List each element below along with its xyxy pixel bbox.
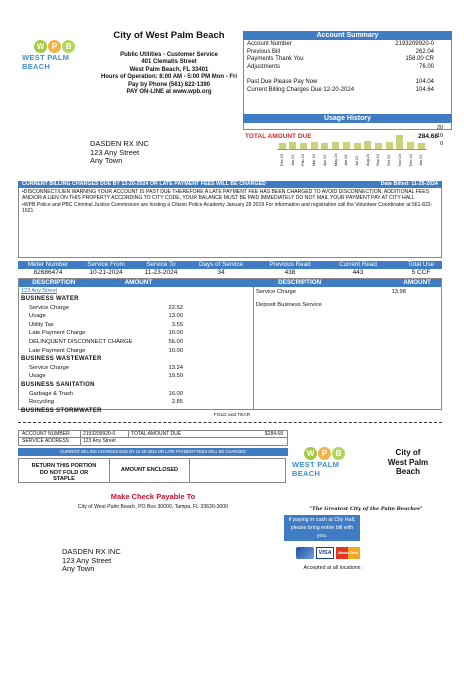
- usage-chart: [277, 126, 427, 150]
- usage-bar: [396, 135, 403, 149]
- usage-month-label: Jun 24: [344, 154, 349, 166]
- charge-section-title: BUSINESS STORMWATER: [21, 407, 102, 414]
- usage-month-label: Jan 24: [419, 154, 424, 166]
- usage-bar: [289, 142, 296, 149]
- stub-row-1: ACCOUNT NUMBER 2193209920-0 TOTAL AMOUNT DUE $284.68: [18, 430, 288, 438]
- notice-text: •WPB Police and PBC Criminal Justice Commission are hosting a Citizen Police Academy January 28 2019 For information and registration call the Volunteer Coordinator at 561-822-1621: [22, 201, 433, 214]
- summary-row: Current Billing Charges Due 12-20-2024 104.64: [247, 86, 434, 93]
- charges-right: [256, 288, 442, 309]
- return-text: RETURN THIS PORTION DO NOT FOLD OR STAPLE: [18, 458, 110, 483]
- logo-letter: B: [332, 447, 345, 460]
- account-summary-title: Account Summary: [243, 31, 452, 40]
- logo-letter: P: [48, 40, 61, 53]
- stub-city-name: City of West Palm Beach: [387, 448, 429, 476]
- account-summary: [243, 31, 452, 141]
- stub-row-2: SERVICE ADDRESS 123 Any Street: [18, 438, 288, 446]
- usage-history-title: Usage History: [243, 114, 452, 123]
- fold-label: FOLD and TEAR: [213, 413, 251, 418]
- meter-table: [18, 261, 442, 277]
- logo-letter: W: [304, 447, 317, 460]
- summary-row: Payments Thank You 158.00 CR: [247, 56, 434, 63]
- charge-item: Usage 13.00: [29, 313, 183, 320]
- service-address-link[interactable]: 123 Any Street: [21, 288, 58, 294]
- notice-left: CURRENT BILLING CHARGES DUE BY 12-20-2024 OR LATE PAYMENT FEES WILL BE CHARGED: [22, 181, 266, 187]
- usage-bar: [321, 143, 328, 149]
- amount-enclosed-label: AMOUNT ENCLOSED: [110, 458, 190, 483]
- summary-row: Previous Bill 262.04: [247, 48, 434, 55]
- usage-month-label: Mar 24: [312, 154, 317, 166]
- header-block: [96, 30, 242, 96]
- y-tick: 10: [437, 133, 444, 139]
- customer-city: Any Town: [90, 156, 123, 165]
- charge-section-title: BUSINESS WASTEWATER: [21, 356, 102, 363]
- usage-month-label: Jan 24: [290, 154, 295, 166]
- date-billed: Date Billed: 11-29-2024: [380, 181, 438, 187]
- usage-months: [277, 152, 427, 168]
- usage-month-label: Jul 24: [355, 155, 359, 166]
- charge-item: Garbage & Trash 16.00: [29, 390, 183, 397]
- usage-bar: [354, 143, 361, 149]
- header-line: PAY ON-LINE at www.wpb.org: [126, 89, 212, 96]
- header-line: Public Utilities - Customer Service: [120, 52, 218, 58]
- header-line: West Palm Beach, FL 33401: [129, 66, 209, 73]
- customer-address: [90, 140, 149, 166]
- usage-bar: [407, 142, 414, 149]
- summary-row: Past Due Please Pay Now 104.04: [247, 79, 434, 86]
- usage-bar: [375, 143, 382, 149]
- payable-title: Make Check Payable To: [110, 492, 196, 501]
- logo-letter: W: [34, 40, 47, 53]
- usage-month-label: Apr 24: [322, 154, 327, 166]
- visa-card-icon: VISA: [316, 547, 334, 559]
- logo-text: WEST PALM BEACH: [292, 460, 340, 478]
- charge-item: Usage 19.50: [29, 373, 183, 380]
- stub-return-row: [18, 458, 288, 483]
- y-tick: 0: [440, 141, 444, 147]
- logo-circles: [304, 447, 362, 460]
- usage-bar: [311, 142, 318, 149]
- payable-block: [18, 492, 288, 510]
- payable-address: City of West Palm Beach, PO Box 30000, Tampa, FL 33630-3000: [77, 504, 229, 510]
- charge-item: Recycling 2.85: [29, 399, 183, 406]
- logo-circles: [34, 40, 92, 53]
- customer-name: DASDEN RX INC: [62, 547, 121, 556]
- usage-bar: [300, 143, 307, 149]
- usage-bar: [364, 141, 371, 149]
- logo-letter: B: [62, 40, 75, 53]
- total-value: 284.68: [418, 133, 438, 140]
- usage-month-label: May 24: [333, 153, 338, 166]
- payment-cards: [296, 547, 360, 559]
- stub-logo: [292, 447, 362, 478]
- charge-item: DELINQUENT DISCONNECT CHARGE 56.00: [29, 338, 183, 345]
- stub-customer-address: [62, 548, 121, 574]
- notices-box: [18, 188, 442, 258]
- charges-table: [18, 278, 442, 414]
- charges-divider: [253, 287, 254, 409]
- fold-line: [18, 422, 442, 423]
- stub-notice: CURRENT BILLING CHARGES DUE BY 12-20-2024 OR LATE PAYMENT FEES WILL BE CHARGED: [18, 448, 288, 456]
- usage-bar: [332, 142, 339, 149]
- usage-month-label: Oct 24: [387, 154, 392, 166]
- usage-y-ticks: [437, 124, 443, 148]
- charge-item: Late Payment Charge 10.00: [29, 330, 183, 337]
- charge-item: Service Charge 22.52: [29, 304, 183, 311]
- charge-section-title: BUSINESS WATER: [21, 296, 79, 302]
- logo-text: WEST PALM BEACH: [22, 53, 70, 71]
- charge-item: Service Charge 13.24: [29, 364, 183, 371]
- customer-city: Any Town: [62, 564, 95, 573]
- meter-header-row: Meter Number Service From Service To Days of Service Previous Read Current Read Total Use: [18, 261, 442, 269]
- y-tick: 20: [437, 125, 444, 131]
- charge-item: Late Payment Charge 10.00: [29, 347, 183, 354]
- bank-card-icon: [296, 547, 314, 559]
- usage-month-label: Dec 24: [408, 153, 413, 166]
- charge-sections: [21, 295, 253, 415]
- header-line: Hours of Operation: 8:00 AM - 5:00 PM Mon - Fri: [100, 74, 238, 81]
- notice-text: •DISCONNECT/LIEN WARNING YOUR ACCOUNT IS PAST DUE THEREFORE A LATE PAYMENT FEE HAS BEEN CHARGED TO AVOID DISCONNECTION, ADDITIONAL FEES AND/OR A LIEN ON THIS PROPERTY ACCORDING TO CITY CODE, YOUR BALANCE MUST BE PAID IMMEDIATELY DO NOT MAIL YOUR PAYMENT PAY AT CITY HALL: [22, 189, 429, 202]
- logo: [22, 40, 92, 71]
- amount-enclosed-field[interactable]: [190, 458, 286, 483]
- slogan: "The Greatest City of the Palm Beaches": [309, 506, 423, 512]
- usage-bar: [418, 143, 425, 149]
- usage-bar: [386, 142, 393, 149]
- billing-notice-bar: [18, 181, 442, 188]
- mastercard-icon: MasterCard: [336, 547, 360, 559]
- accepted-text: Accepted at all locations: [303, 565, 361, 571]
- header-line: Pay by Phone (561) 822-1390: [127, 81, 211, 88]
- usage-bar: [279, 143, 286, 149]
- total-label: TOTAL AMOUNT DUE: [245, 133, 312, 140]
- summary-row: Adjustments 76.00: [247, 63, 434, 70]
- customer-street: 123 Any Street: [90, 147, 140, 157]
- cash-notice-box: If paying in cash at City Hall, please bring entire bill with you.: [284, 515, 360, 541]
- customer-street: 123 Any Street: [62, 555, 112, 565]
- charge-section-title: BUSINESS SANITATION: [21, 381, 95, 388]
- usage-month-label: Feb 24: [301, 154, 306, 166]
- header-line: 401 Clematis Street: [141, 59, 197, 66]
- logo-letter: P: [318, 447, 331, 460]
- stub-total-due: $284.68: [264, 431, 283, 437]
- page-title: City of West Palm Beach: [113, 30, 225, 41]
- usage-month-label: Dec 23: [280, 153, 284, 166]
- charge-item: Utility Tax 3.55: [29, 321, 183, 328]
- payment-stub: [18, 430, 288, 483]
- usage-bar: [343, 142, 350, 149]
- usage-month-label: Sep 24: [376, 153, 381, 166]
- meter-value-row: 82686474 10-21-2024 11-23-2024 34 438 443 5 CCF: [33, 269, 431, 276]
- charge-item: Deposit Business Service: [256, 301, 322, 308]
- usage-month-label: Aug 24: [365, 153, 370, 166]
- charges-left: [21, 288, 253, 415]
- summary-row: Account Number 2193209920-0: [247, 41, 434, 47]
- usage-month-label: Nov 24: [397, 153, 402, 166]
- charge-item: Service Charge 13.98: [256, 289, 406, 295]
- customer-name: DASDEN RX INC: [90, 139, 149, 148]
- charges-header-row: DESCRIPTION AMOUNT DESCRIPTION AMOUNT: [19, 279, 441, 287]
